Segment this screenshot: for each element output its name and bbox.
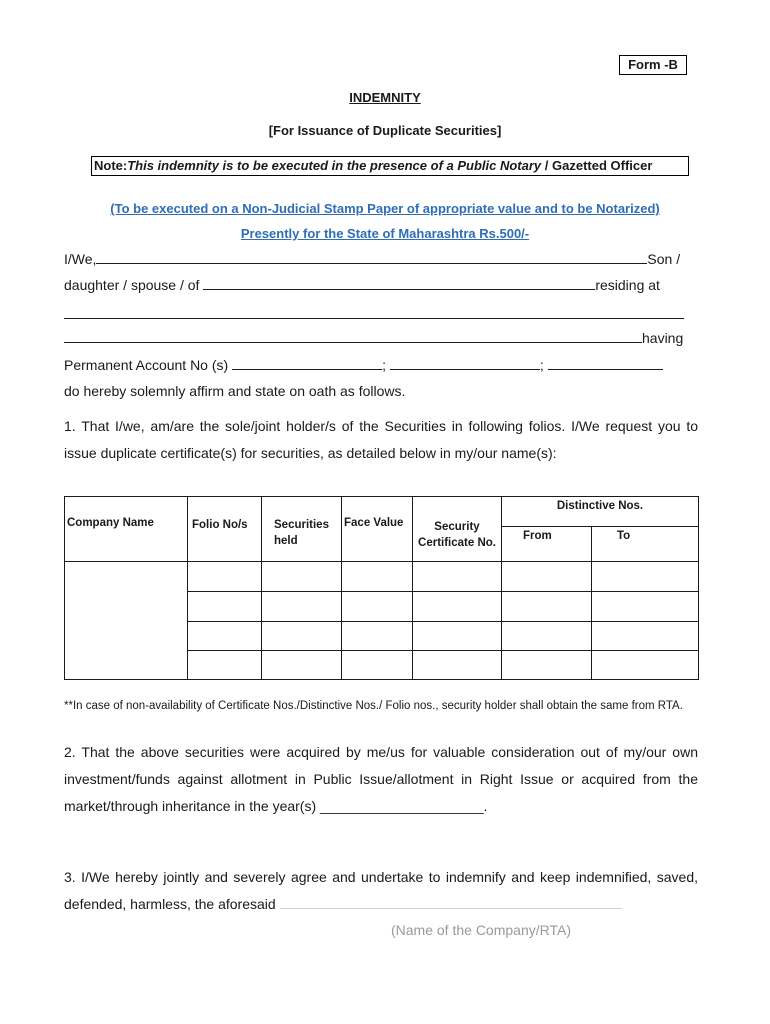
residing-label: residing at — [595, 277, 660, 293]
company-name-cell[interactable] — [65, 562, 188, 680]
table-cell[interactable] — [413, 622, 502, 651]
header-distinctive-nos: Distinctive Nos. — [502, 497, 699, 527]
stamp-value-note: Presently for the State of Maharashtra Rs.500/- — [240, 226, 530, 241]
company-placeholder: (Name of the Company/RTA) — [391, 922, 571, 938]
pan-blank-3[interactable] — [548, 355, 663, 370]
header-securities-held: Securities held — [262, 497, 342, 562]
title-text: INDEMNITY — [349, 90, 421, 105]
declaration-line-4 — [64, 328, 683, 346]
pan-separator-1: ; — [382, 357, 386, 373]
pan-separator-2: ; — [539, 357, 544, 373]
page-subtitle: [For Issuance of Duplicate Securities] — [268, 123, 502, 138]
table-cell[interactable] — [188, 651, 262, 680]
paragraph-1: 1. That I/we, am/are the sole/joint holder/s of the Securities in following folios. I/We request you to issue duplicate certificate(s) for securities, as detailed below in my/our name(s): — [64, 418, 698, 461]
declaration-line-2 — [64, 275, 660, 293]
header-from: From — [502, 527, 592, 562]
table-cell[interactable] — [592, 651, 699, 680]
parent-name-blank[interactable] — [203, 275, 595, 290]
declaration-line-1 — [64, 249, 680, 267]
table-cell[interactable] — [502, 622, 592, 651]
name-blank[interactable] — [96, 249, 647, 264]
table-cell[interactable] — [413, 562, 502, 592]
table-cell[interactable] — [342, 592, 413, 622]
note-prefix: Note: — [94, 158, 128, 173]
table-cell[interactable] — [342, 622, 413, 651]
note-italic: This indemnity is to be executed in the presence of a Public Notary — [127, 158, 542, 173]
table-cell[interactable] — [188, 562, 262, 592]
company-name-blank[interactable] — [280, 894, 622, 909]
table-cell[interactable] — [413, 651, 502, 680]
pan-label: Permanent Account No (s) — [64, 357, 229, 373]
header-folio: Folio No/s — [188, 497, 262, 562]
address-blank-1[interactable] — [64, 318, 684, 319]
table-cell[interactable] — [188, 592, 262, 622]
table-cell[interactable] — [502, 562, 592, 592]
table-cell[interactable] — [592, 562, 699, 592]
address-blank-2[interactable] — [64, 328, 642, 343]
note-suffix: / Gazetted Officer — [541, 158, 653, 173]
table-cell[interactable] — [592, 592, 699, 622]
having-label: having — [642, 330, 684, 346]
notary-note — [91, 156, 689, 176]
header-company-name: Company Name — [65, 497, 188, 562]
paragraph-3-text: 3. I/We hereby jointly and severely agree and undertake to indemnify and keep indemnified, saved, defended, harmless, the aforesaid — [64, 869, 698, 912]
paragraph-3 — [64, 864, 698, 918]
table-cell[interactable] — [262, 562, 342, 592]
affirm-line: do hereby solemnly affirm and state on oath as follows. — [64, 383, 406, 399]
header-to: To — [592, 527, 699, 562]
header-certificate-no: Security Certificate No. — [413, 497, 502, 562]
form-label: Form -B — [619, 55, 687, 75]
pan-blank-2[interactable] — [390, 355, 540, 370]
header-face-value: Face Value — [342, 497, 413, 562]
iwe-label: I/We, — [64, 251, 97, 267]
pan-blank-1[interactable] — [232, 355, 382, 370]
table-cell[interactable] — [342, 651, 413, 680]
securities-table — [64, 496, 699, 680]
paragraph-2: 2. That the above securities were acquired by me/us for valuable consideration out of my/our own investment/funds against allotment in Public Issue/allotment in Right Issue or acquired from the market/through inheritance in the year(s) _____________________. — [64, 744, 698, 814]
table-cell[interactable] — [188, 622, 262, 651]
table-cell[interactable] — [262, 622, 342, 651]
table-cell[interactable] — [262, 651, 342, 680]
table-cell[interactable] — [342, 562, 413, 592]
footnote: **In case of non-availability of Certificate Nos./Distinctive Nos./ Folio nos., security holder shall obtain the same from RTA. — [64, 700, 683, 712]
table-cell[interactable] — [592, 622, 699, 651]
relation-label: daughter / spouse / of — [64, 277, 200, 293]
pan-line — [64, 355, 663, 373]
table-cell[interactable] — [413, 592, 502, 622]
table-cell[interactable] — [502, 651, 592, 680]
page-title — [0, 90, 770, 105]
stamp-paper-note: (To be executed on a Non-Judicial Stamp Paper of appropriate value and to be Notarized) — [110, 201, 660, 216]
son-label: Son / — [647, 251, 681, 267]
table-cell[interactable] — [502, 592, 592, 622]
table-cell[interactable] — [262, 592, 342, 622]
